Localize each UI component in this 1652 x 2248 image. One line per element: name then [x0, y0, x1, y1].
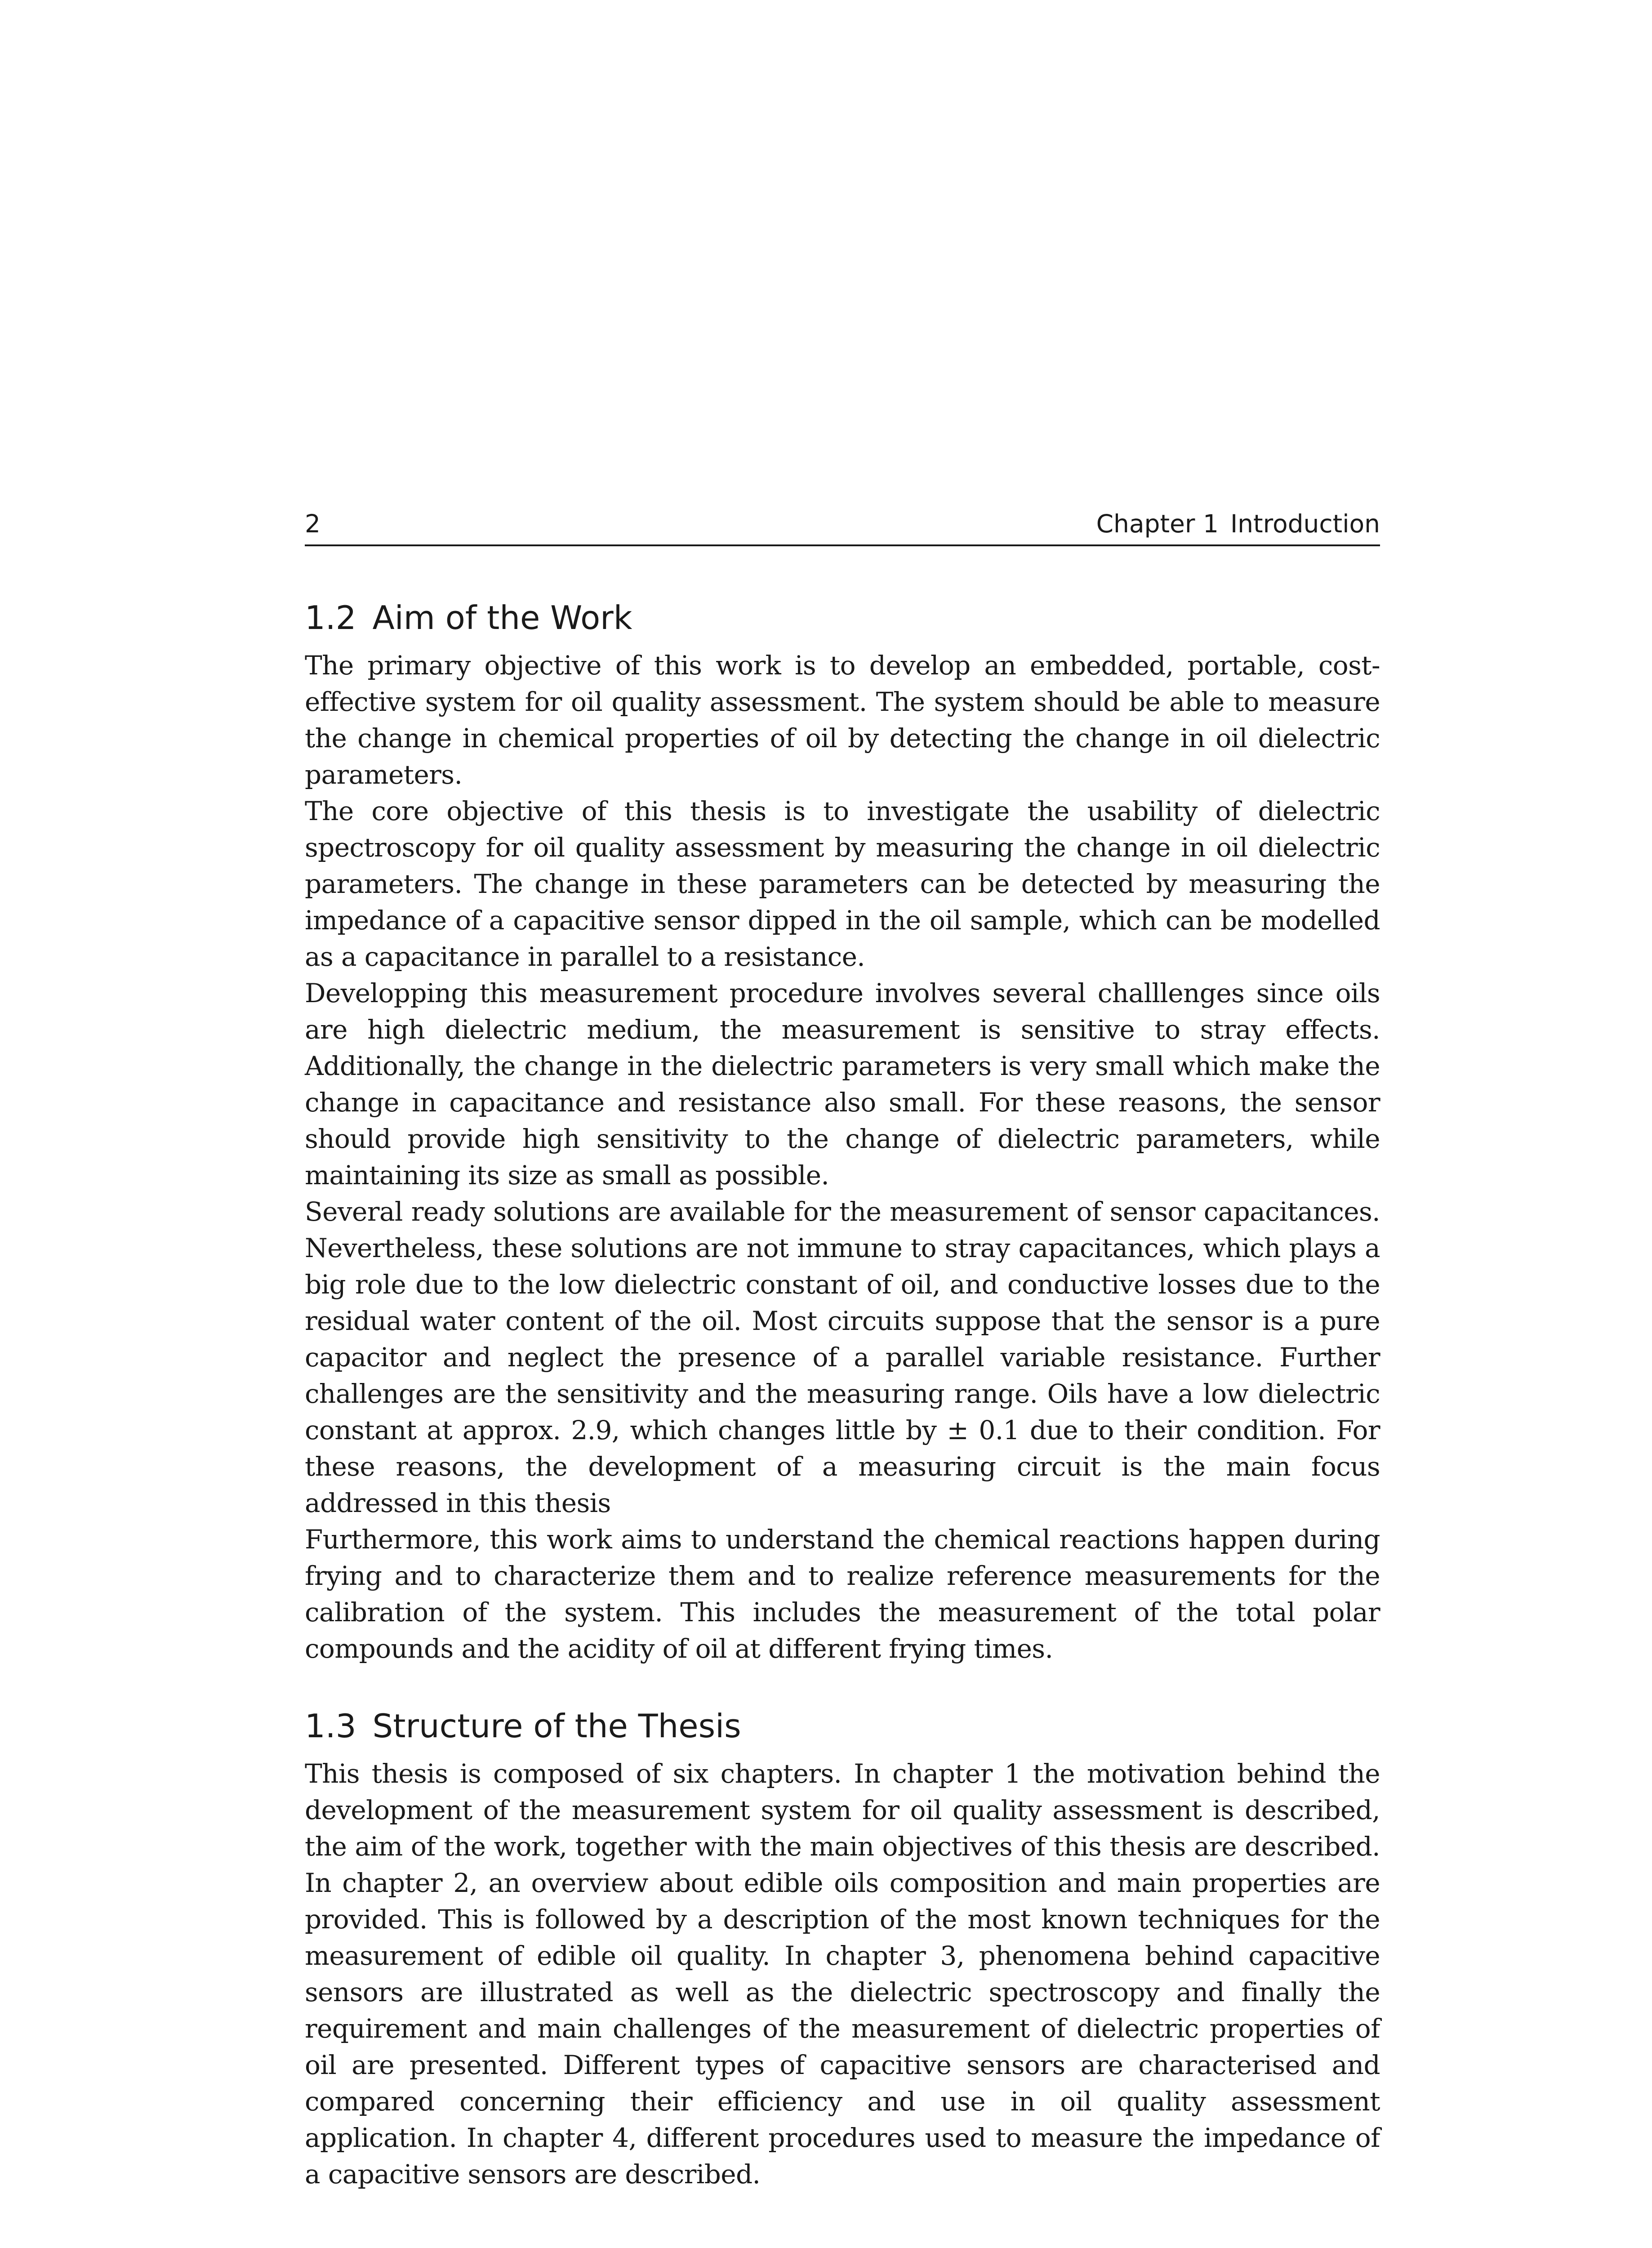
document-page: [305, 509, 1380, 2193]
section-number: 1.3: [305, 1707, 356, 1745]
section-heading-aim: [305, 600, 1380, 636]
chapter-label: Chapter 1: [1096, 509, 1219, 538]
section-title: Structure of the Thesis: [372, 1707, 741, 1745]
chapter-title: Introduction: [1230, 509, 1380, 538]
paragraph: This thesis is composed of six chapters. In chapter 1 the motivation behind the development of the measurement system for oil quality assessment is described, the aim of the work, together with the main objectives of this thesis are described. In chapter 2, an overview about edible oils composition and main properties are provided. This is followed by a description of the most known techniques for the measurement of edible oil quality. In chapter 3, phenomena behind capacitive sensors are illustrated as well as the dielectric spectroscopy and finally the requirement and main challenges of the measurement of dielectric properties of oil are presented. Different types of capacitive sensors are characterised and compared concerning their efficiency and use in oil quality assessment application. In chapter 4, different procedures used to measure the impedance of a capacitive sensors are described.: [305, 1758, 1380, 2190]
section-title: Aim of the Work: [372, 599, 632, 637]
paragraph: Furthermore, this work aims to understand the chemical reactions happen during frying and to characterize them and to realize reference measurements for the calibration of the system. This includes the measurement of the total polar compounds and the acidity of oil at different frying times.: [305, 1524, 1380, 1664]
paragraph: The primary objective of this work is to develop an embedded, portable, cost-effective system for oil quality assessment. The system should be able to measure the change in chemical properties of oil by detecting the change in oil dielectric parameters.: [305, 650, 1380, 790]
paragraph: Developping this measurement procedure involves several challlenges since oils are high dielectric medium, the measurement is sensitive to stray effects. Additionally, the change in the dielectric parameters is very small which make the change in capacitance and resistance also small. For these reasons, the sensor should provide high sensitivity to the change of dielectric parameters, while maintaining its size as small as possible.: [305, 978, 1380, 1191]
page-number: 2: [305, 509, 321, 538]
section-number: 1.2: [305, 599, 356, 637]
paragraph: The core objective of this thesis is to investigate the usability of dielectric spectroscopy for oil quality assessment by measuring the change in oil dielectric parameters. The change in these parameters can be detected by measuring the impedance of a capacitive sensor dipped in the oil sample, which can be modelled as a capacitance in parallel to a resistance.: [305, 796, 1380, 972]
section-heading-structure: [305, 1708, 1380, 1744]
running-header: [305, 509, 1380, 546]
paragraph: Several ready solutions are available for the measurement of sensor capacitances. Nevertheless, these solutions are not immune to stray capacitances, which plays a big role due to the low dielectric constant of oil, and conductive losses due to the residual water content of the oil. Most circuits suppose that the sensor is a pure capacitor and neglect the presence of a parallel variable resistance. Further challenges are the sensitivity and the measuring range. Oils have a low dielectric constant at approx. 2.9, which changes little by ± 0.1 due to their condition. For these reasons, the development of a measuring circuit is the main focus addressed in this thesis: [305, 1196, 1380, 1519]
chapter-heading: [1096, 509, 1380, 538]
